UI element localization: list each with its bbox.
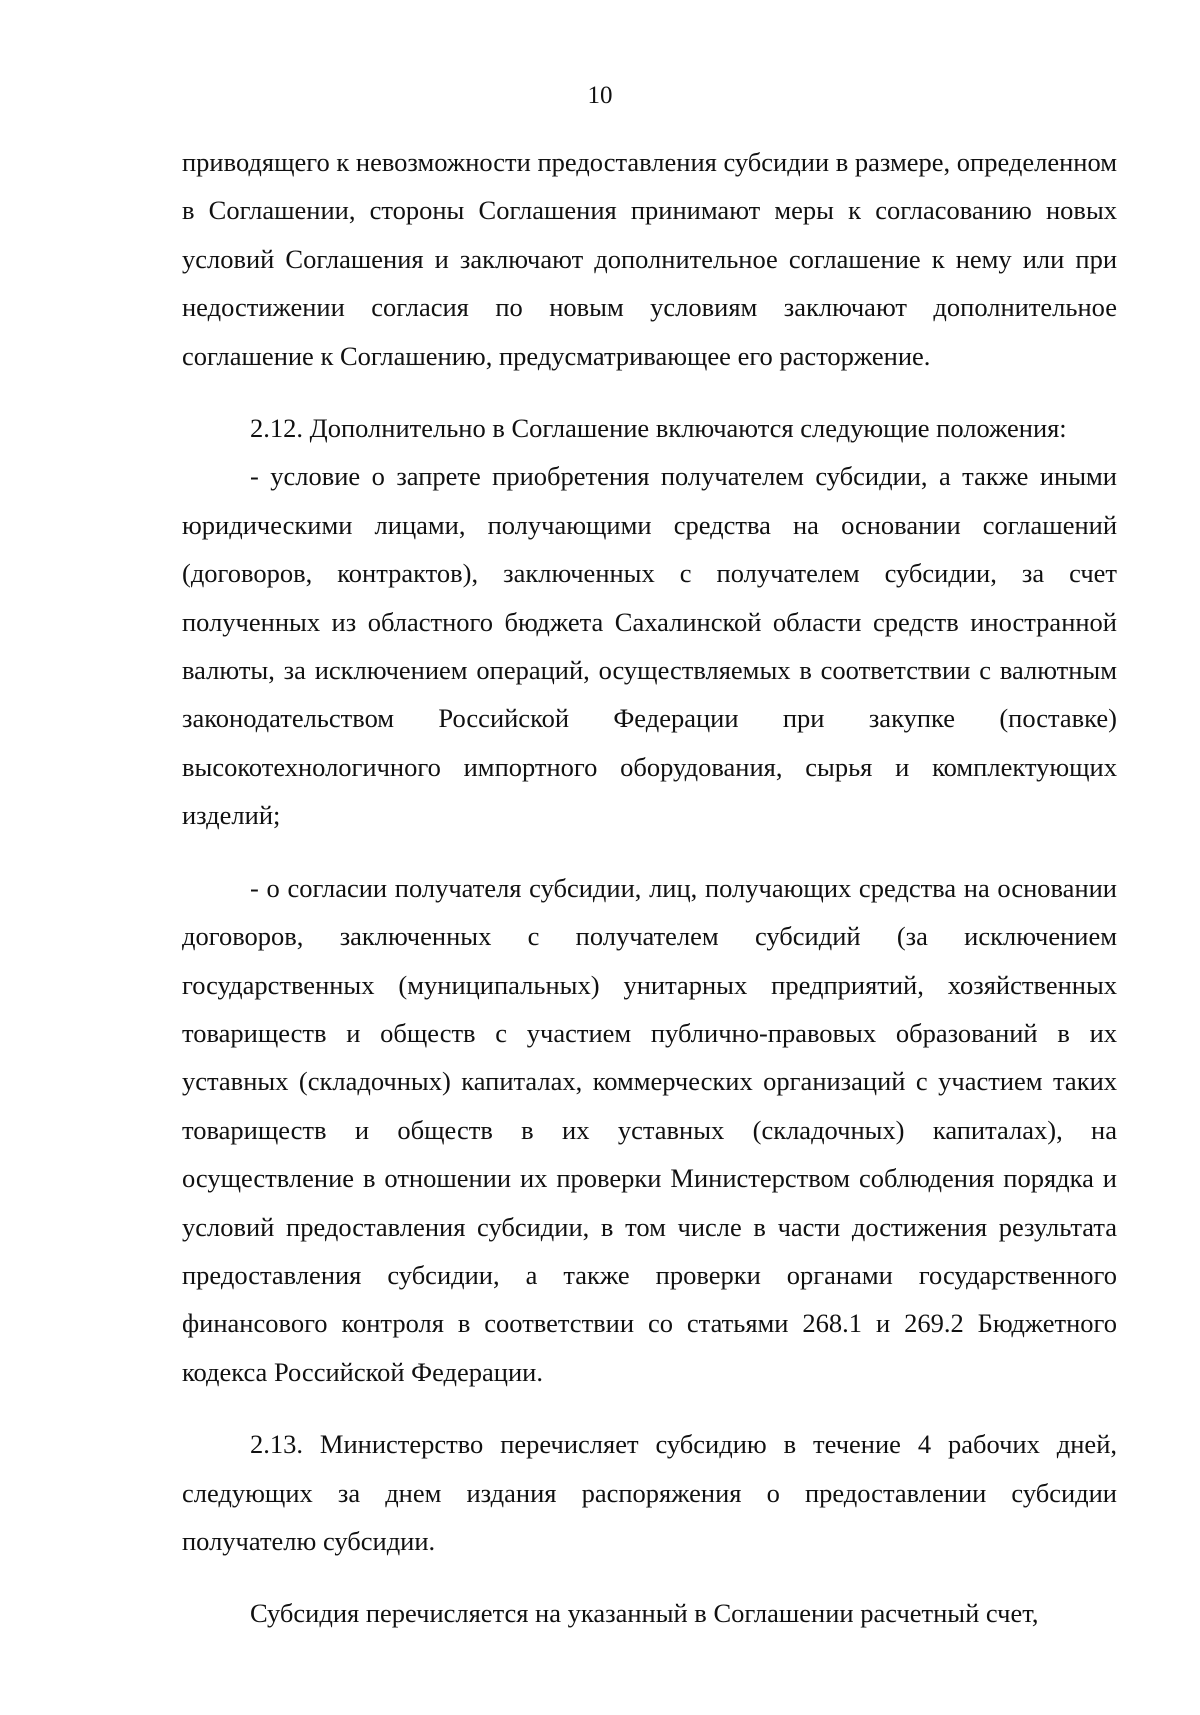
paragraph-transfer-account: Субсидия перечисляется на указанный в Соглашении расчетный счет,: [250, 1598, 1039, 1629]
paragraph-2-12: 2.12. Дополнительно в Соглашение включаются следующие положения:: [250, 413, 1067, 444]
page-number: 10: [587, 82, 613, 109]
paragraph-currency-condition: - условие о запрете приобретения получателем субсидии, а также иными юридическими лицами, получающими средства на основании соглашений (договоров, контрактов), заключенных с получателем субсидии, за счет полученных из областного бюджета Сахалинской области средств иностранной валюты, за исключением операций, осуществляемых в соответствии с валютным законодательством Российской Федерации при закупке (поставке) высокотехнологичного импортного оборудования, сырья и комплектующих изделий;: [182, 461, 1117, 831]
document-body: [182, 138, 1117, 1638]
paragraph-continuation: приводящего к невозможности предоставления субсидии в размере, определенном в Соглашении, стороны Соглашения принимают меры к согласованию новых условий Соглашения и заключают дополнительное соглашение к нему или при недостижении согласия по новым условиям заключают дополнительное соглашение к Соглашению, предусматривающее его расторжение.: [182, 147, 1117, 371]
paragraph-audit-consent: - о согласии получателя субсидии, лиц, получающих средства на основании договоров, заключенных с получателем субсидий (за исключением государственных (муниципальных) унитарных предприятий, хозяйственных товариществ и обществ с участием публично-правовых образований в их уставных (складочных) капиталах, коммерческих организаций с участием таких товариществ и обществ в их уставных (складочных) капиталах), на осуществление в отношении их проверки Министерством соблюдения порядка и условий предоставления субсидии, в том числе в части достижения результата предоставления субсидии, а также проверки органами государственного финансового контроля в соответствии со статьями 268.1 и 269.2 Бюджетного кодекса Российской Федерации.: [182, 872, 1117, 1387]
paragraph-2-13: 2.13. Министерство перечисляет субсидию в течение 4 рабочих дней, следующих за днем издания распоряжения о предоставлении субсидии получателю субсидии.: [182, 1429, 1117, 1556]
